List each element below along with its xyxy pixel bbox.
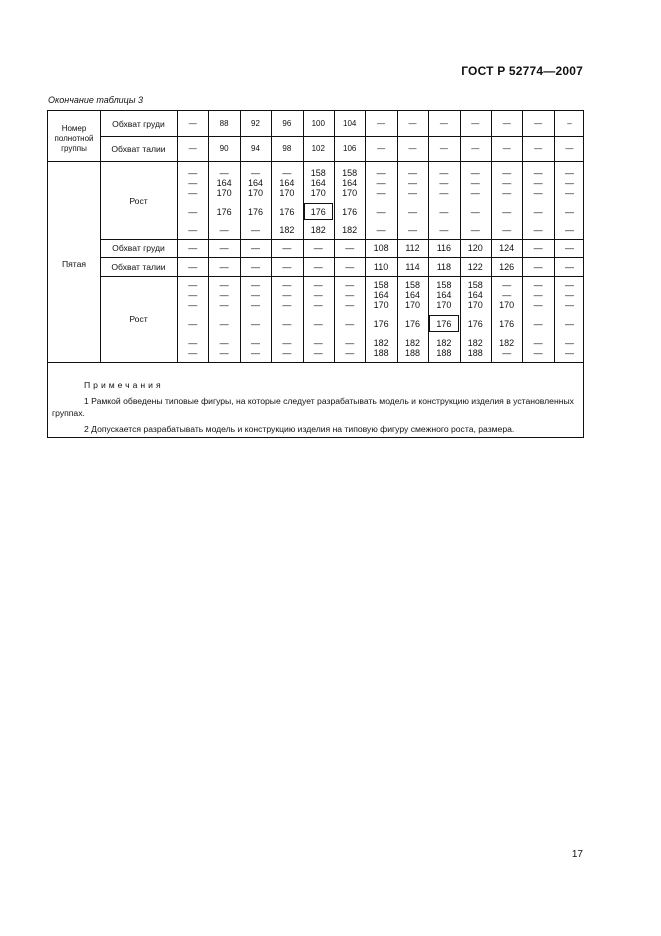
rost-a-row-0-cell-10: —	[502, 168, 512, 178]
rost-b-row-1-cell-2: —	[250, 290, 260, 300]
rost-b-row-0-cell-3: —	[282, 280, 292, 290]
table-notes	[52, 379, 580, 439]
head-waist-label: Обхват талии	[111, 144, 166, 154]
rost-b-row-5-cell-8: 188	[436, 348, 452, 358]
head-chest-cell-1: 88	[219, 119, 229, 128]
rost-b-row-5-cell-0: —	[188, 348, 198, 358]
rost-b-row-1-cell-6: 164	[373, 290, 389, 300]
waist-row-cell-7: 114	[405, 262, 420, 272]
rost-a-row-1-cell-1: 164	[216, 178, 232, 188]
rost-a-row-3-cell-3: 176	[279, 207, 295, 217]
chest-label: Обхват груди	[112, 243, 165, 253]
rost-a-row-1-cell-3: 164	[279, 178, 295, 188]
rost-a-row-1-cell-4: 164	[310, 178, 326, 188]
head-waist-cell-8: —	[439, 144, 448, 153]
rost-b-row-2-cell-6: 170	[373, 300, 389, 310]
rost-b-row-4-cell-0: —	[188, 338, 198, 348]
rost-a-row-2-cell-2: 170	[247, 188, 263, 198]
waist-row-cell-10: 126	[499, 262, 515, 272]
document-id: ГОСТ Р 52774—2007	[461, 64, 583, 78]
chest-row-cell-7: 112	[405, 243, 420, 253]
rost-b-row-5-cell-9: 188	[467, 348, 483, 358]
rost-b-row-5-cell-6: 188	[373, 348, 389, 358]
rost-b-row-5-cell-3: —	[282, 348, 292, 358]
rost-a-row-4-cell-9: —	[470, 225, 480, 235]
rost-label-lower: Рост	[129, 314, 148, 324]
rost-a-row-2-cell-11: —	[533, 188, 543, 198]
rost-b-row-3-cell-10: 176	[499, 319, 515, 329]
head-waist-cell-3: 98	[282, 144, 292, 153]
rost-a-row-0-cell-4: 158	[310, 168, 326, 178]
rost-b-row-4-cell-1: —	[219, 338, 229, 348]
rost-b-row-0-cell-9: 158	[467, 280, 483, 290]
head-waist-cell-4: 102	[311, 144, 325, 153]
rost-a-row-3-cell-1: 176	[216, 207, 232, 217]
rost-a-row-2-cell-12: —	[564, 188, 574, 198]
rost-a-row-3-cell-8: —	[439, 207, 449, 217]
rost-a-row-0-cell-5: 158	[342, 168, 358, 178]
waist-row-cell-9: 122	[467, 262, 483, 272]
rost-label-upper: Рост	[129, 196, 148, 206]
head-chest-cell-11: —	[534, 119, 543, 128]
rost-b-row-2-cell-5: —	[345, 300, 355, 310]
rost-a-row-2-cell-4: 170	[310, 188, 326, 198]
rost-a-row-4-cell-0: —	[188, 225, 198, 235]
rost-a-row-4-cell-11: —	[533, 225, 543, 235]
head-chest-label: Обхват груди	[112, 119, 165, 129]
rost-b-row-5-cell-4: —	[313, 348, 323, 358]
rost-a-row-2-cell-1: 170	[216, 188, 232, 198]
rost-a-row-1-cell-0: —	[188, 178, 198, 188]
rost-a-row-3-cell-9: —	[470, 207, 480, 217]
rost-b-row-1-cell-10: —	[502, 290, 512, 300]
rost-b-row-2-cell-10: 170	[499, 300, 515, 310]
rost-b-row-4-cell-12: —	[564, 338, 574, 348]
rost-b-row-0-cell-11: —	[533, 280, 543, 290]
waist-row-cell-6: 110	[373, 262, 389, 272]
rost-a-row-4-cell-8: —	[439, 225, 449, 235]
rost-a-row-3-cell-10: —	[502, 207, 512, 217]
rost-b-row-3-cell-3: —	[282, 319, 292, 329]
rost-b-row-1-cell-1: —	[219, 290, 229, 300]
head-chest-cell-6: —	[377, 119, 386, 128]
rost-a-row-0-cell-12: —	[564, 168, 574, 178]
rost-a-row-0-cell-9: —	[470, 168, 480, 178]
rost-b-row-4-cell-7: 182	[404, 338, 420, 348]
rost-b-row-1-cell-0: —	[188, 290, 198, 300]
rost-a-row-0-cell-0: —	[188, 168, 198, 178]
rost-b-row-2-cell-7: 170	[404, 300, 420, 310]
rost-a-row-0-cell-3: —	[282, 168, 292, 178]
rost-a-row-2-cell-10: —	[502, 188, 512, 198]
chest-row-cell-0: —	[188, 243, 198, 253]
rost-a-row-0-cell-2: —	[250, 168, 260, 178]
rost-b-row-3-cell-4: —	[313, 319, 323, 329]
rost-b-row-5-cell-7: 188	[404, 348, 420, 358]
rost-a-row-0-cell-11: —	[533, 168, 543, 178]
rost-b-row-3-cell-0: —	[188, 319, 198, 329]
rost-b-row-4-cell-10: 182	[499, 338, 515, 348]
rost-a-row-1-cell-10: —	[502, 178, 512, 188]
head-chest-cell-5: 104	[343, 119, 357, 128]
rost-b-row-1-cell-11: —	[533, 290, 543, 300]
rost-b-row-4-cell-11: —	[533, 338, 543, 348]
rost-b-row-3-cell-9: 176	[467, 319, 483, 329]
rost-b-row-0-cell-0: —	[188, 280, 198, 290]
rost-a-row-2-cell-3: 170	[279, 188, 295, 198]
rost-a-row-0-cell-1: —	[219, 168, 229, 178]
rost-a-row-3-cell-12: —	[564, 207, 574, 217]
rost-b-row-1-cell-8: 164	[436, 290, 452, 300]
rost-a-row-3-cell-0: —	[188, 207, 198, 217]
chest-row-cell-5: —	[345, 243, 355, 253]
waist-row-cell-1: —	[219, 262, 229, 272]
rost-a-row-2-cell-8: —	[439, 188, 449, 198]
chest-row-cell-10: 124	[499, 243, 515, 253]
rost-a-row-1-cell-12: —	[564, 178, 574, 188]
rost-b-row-0-cell-12: —	[564, 280, 574, 290]
group-header-line-1: Номер	[61, 124, 87, 133]
rost-a-row-2-cell-6: —	[376, 188, 386, 198]
rost-b-row-2-cell-1: —	[219, 300, 229, 310]
note-2: 2 Допускается разрабатывать модель и конструкцию изделия на типовую фигуру смежного роста, размера.	[84, 424, 515, 434]
rost-b-row-5-cell-2: —	[250, 348, 260, 358]
rost-a-row-4-cell-10: —	[502, 225, 512, 235]
rost-a-row-3-cell-2: 176	[247, 207, 263, 217]
rost-b-row-4-cell-6: 182	[373, 338, 389, 348]
rost-a-row-4-cell-5: 182	[342, 225, 358, 235]
rost-a-row-4-cell-3: 182	[279, 225, 295, 235]
rost-b-row-0-cell-1: —	[219, 280, 229, 290]
rost-b-row-2-cell-11: —	[533, 300, 543, 310]
head-chest-cell-3: 96	[282, 119, 292, 128]
rost-a-row-0-cell-8: —	[439, 168, 449, 178]
note-1: 1 Рамкой обведены типовые фигуры, на которые следует разрабатывать модель и конструкцию изделия в установленных группах.	[52, 396, 574, 418]
head-chest-cell-4: 100	[311, 119, 325, 128]
head-chest-cell-0: —	[188, 119, 197, 128]
rost-b-row-2-cell-8: 170	[436, 300, 452, 310]
waist-row-cell-4: —	[313, 262, 323, 272]
head-waist-cell-12: —	[565, 144, 574, 153]
group-header-line-3: группы	[61, 144, 87, 153]
rost-b-row-5-cell-5: —	[345, 348, 355, 358]
notes-heading: Примечания	[84, 380, 164, 390]
chest-row-cell-8: 116	[436, 243, 452, 253]
chest-row-cell-11: —	[533, 243, 543, 253]
rost-b-row-3-cell-11: —	[533, 319, 543, 329]
rost-b-row-5-cell-10: —	[502, 348, 512, 358]
rost-b-row-0-cell-6: 158	[373, 280, 389, 290]
rost-a-row-1-cell-5: 164	[342, 178, 358, 188]
rost-b-row-1-cell-12: —	[564, 290, 574, 300]
rost-a-row-1-cell-8: —	[439, 178, 449, 188]
head-chest-cell-7: —	[408, 119, 417, 128]
rost-b-row-4-cell-9: 182	[467, 338, 483, 348]
rost-a-row-4-cell-12: —	[564, 225, 574, 235]
chest-row-cell-9: 120	[467, 243, 483, 253]
waist-row-cell-0: —	[188, 262, 198, 272]
table-caption: Окончание таблицы 3	[48, 95, 143, 105]
waist-row-cell-12: —	[564, 262, 574, 272]
waist-row-cell-3: —	[282, 262, 292, 272]
rost-a-row-0-cell-7: —	[407, 168, 417, 178]
group-header-line-2: полнотной	[54, 134, 94, 143]
rost-b-row-1-cell-9: 164	[467, 290, 483, 300]
rost-b-row-2-cell-3: —	[282, 300, 292, 310]
rost-b-row-1-cell-3: —	[282, 290, 292, 300]
head-waist-cell-2: 94	[251, 144, 260, 153]
rost-b-row-0-cell-8: 158	[436, 280, 452, 290]
head-waist-cell-1: 90	[219, 144, 229, 153]
rost-b-row-1-cell-4: —	[313, 290, 323, 300]
rost-b-row-3-cell-6: 176	[373, 319, 389, 329]
rost-b-row-2-cell-4: —	[313, 300, 323, 310]
rost-b-row-0-cell-4: —	[313, 280, 323, 290]
head-waist-cell-7: —	[408, 144, 417, 153]
chest-row-cell-2: —	[250, 243, 260, 253]
rost-a-row-4-cell-1: —	[219, 225, 229, 235]
rost-b-row-4-cell-2: —	[250, 338, 260, 348]
rost-a-row-4-cell-4: 182	[310, 225, 326, 235]
rost-b-row-0-cell-7: 158	[404, 280, 420, 290]
head-waist-cell-9: —	[471, 144, 480, 153]
chest-row-cell-3: —	[282, 243, 292, 253]
typical-figure-box-lower	[429, 315, 458, 332]
rost-a-row-1-cell-2: 164	[247, 178, 263, 188]
rost-a-row-4-cell-7: —	[407, 225, 417, 235]
rost-a-row-3-cell-7: —	[407, 207, 417, 217]
rost-b-row-3-cell-5: —	[345, 319, 355, 329]
rost-b-row-4-cell-3: —	[282, 338, 292, 348]
waist-row-cell-5: —	[345, 262, 355, 272]
rost-a-row-1-cell-9: —	[470, 178, 480, 188]
rost-a-row-2-cell-0: —	[188, 188, 198, 198]
head-chest-cell-8: —	[439, 119, 448, 128]
rost-a-row-3-cell-4: 176	[310, 207, 326, 217]
head-chest-cell-9: —	[471, 119, 480, 128]
rost-b-row-5-cell-12: —	[564, 348, 574, 358]
rost-b-row-1-cell-5: —	[345, 290, 355, 300]
rost-b-row-3-cell-1: —	[219, 319, 229, 329]
head-waist-cell-10: —	[502, 144, 511, 153]
rost-b-row-2-cell-9: 170	[467, 300, 483, 310]
rost-b-row-2-cell-2: —	[250, 300, 260, 310]
rost-b-row-3-cell-12: —	[564, 319, 574, 329]
head-chest-cell-10: —	[502, 119, 511, 128]
size-table	[47, 110, 584, 438]
rost-a-row-1-cell-7: —	[407, 178, 417, 188]
rost-b-row-2-cell-12: —	[564, 300, 574, 310]
rost-a-row-4-cell-2: —	[250, 225, 260, 235]
waist-row-cell-8: 118	[436, 262, 452, 272]
head-chest-cell-2: 92	[251, 119, 260, 128]
rost-a-row-4-cell-6: —	[376, 225, 386, 235]
waist-row-cell-11: —	[533, 262, 543, 272]
rost-a-row-3-cell-11: —	[533, 207, 543, 217]
rost-b-row-0-cell-10: —	[502, 280, 512, 290]
rost-b-row-4-cell-4: —	[313, 338, 323, 348]
typical-figure-box-upper	[304, 203, 333, 220]
rost-a-row-1-cell-6: —	[376, 178, 386, 188]
rost-b-row-3-cell-2: —	[250, 319, 260, 329]
head-waist-cell-0: —	[188, 144, 197, 153]
rost-b-row-2-cell-0: —	[188, 300, 198, 310]
rost-a-row-2-cell-7: —	[407, 188, 417, 198]
rost-b-row-5-cell-11: —	[533, 348, 543, 358]
rost-a-row-3-cell-6: —	[376, 207, 386, 217]
head-waist-cell-11: —	[534, 144, 543, 153]
rost-b-row-4-cell-5: —	[345, 338, 355, 348]
chest-row-cell-4: —	[313, 243, 323, 253]
chest-row-cell-1: —	[219, 243, 229, 253]
rost-b-row-0-cell-2: —	[250, 280, 260, 290]
chest-row-cell-12: —	[564, 243, 574, 253]
rost-b-row-1-cell-7: 164	[404, 290, 420, 300]
rost-b-row-5-cell-1: —	[219, 348, 229, 358]
rost-b-row-3-cell-7: 176	[404, 319, 420, 329]
waist-row-cell-2: —	[250, 262, 260, 272]
head-waist-cell-5: 106	[343, 144, 357, 153]
rost-b-row-4-cell-8: 182	[436, 338, 452, 348]
head-waist-cell-6: —	[377, 144, 386, 153]
rost-a-row-2-cell-9: —	[470, 188, 480, 198]
page-number: 17	[571, 849, 583, 860]
chest-row-cell-6: 108	[373, 243, 389, 253]
rost-a-row-2-cell-5: 170	[342, 188, 358, 198]
rost-a-row-0-cell-6: —	[376, 168, 386, 178]
head-chest-cell-12: –	[567, 119, 572, 128]
group-name: Пятая	[61, 259, 87, 269]
rost-b-row-3-cell-8: 176	[436, 319, 452, 329]
rost-b-row-0-cell-5: —	[345, 280, 355, 290]
rost-a-row-1-cell-11: —	[533, 178, 543, 188]
waist-label: Обхват талии	[111, 262, 166, 272]
rost-a-row-3-cell-5: 176	[342, 207, 358, 217]
